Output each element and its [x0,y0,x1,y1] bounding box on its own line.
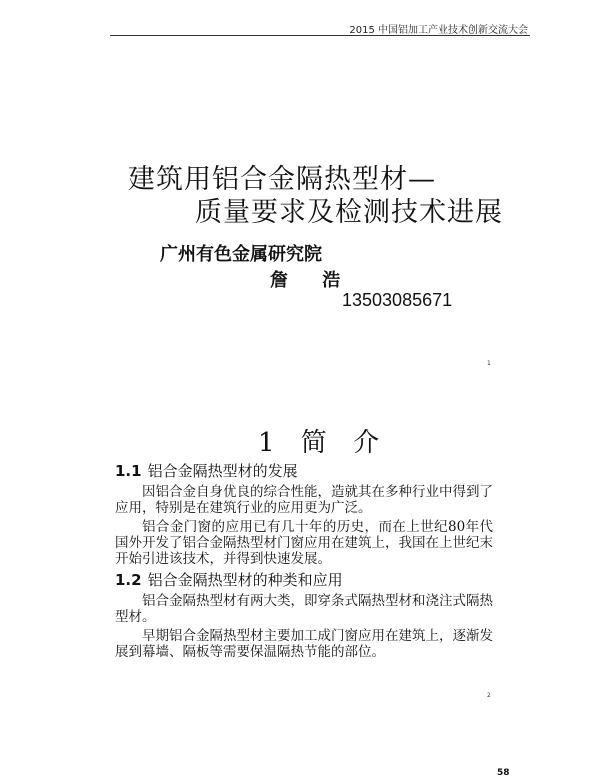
slide-number: 1 [487,360,491,367]
section-body [115,461,493,663]
paragraph: 铝合金门窗的应用已有几十年的历史，而在上世纪80年代国外开发了铝合金隔热型材门窗应用在建筑上，我国在上世纪末开始引进该技术，并得到快速发展。 [115,519,493,567]
subsection-number: 1.1 [115,462,142,480]
section-title: 1 简 介 [258,428,389,458]
institute-name: 广州有色金属研究院 [160,244,322,265]
paragraph: 早期铝合金隔热型材主要加工成门窗应用在建筑上，逐渐发展到幕墙、隔板等需要保温隔热节能的部位。 [115,628,493,660]
paragraph: 因铝合金自身优良的综合性能，造就其在多种行业中得到了应用，特别是在建筑行业的应用更为广泛。 [115,484,493,516]
subsection-heading [115,461,493,482]
header-rule [110,35,530,36]
title-line-1: 建筑用铝合金隔热型材— [128,164,436,195]
page-header: 2015 中国铝加工产业技术创新交流大会 [349,25,528,36]
slide-number: 2 [487,692,491,699]
page-number: 58 [497,768,510,778]
paragraph: 铝合金隔热型材有两大类，即穿条式隔热型材和浇注式隔热型材。 [115,593,493,625]
subsection-title: 铝合金隔热型材的种类和应用 [147,571,343,589]
subsection-heading [115,570,493,591]
title-line-2: 质量要求及检测技术进展 [195,197,503,228]
author-name: 詹 浩 [270,270,355,291]
subsection-number: 1.2 [115,571,142,589]
subsection-title: 铝合金隔热型材的发展 [147,462,298,480]
author-phone: 13503085671 [342,290,453,310]
